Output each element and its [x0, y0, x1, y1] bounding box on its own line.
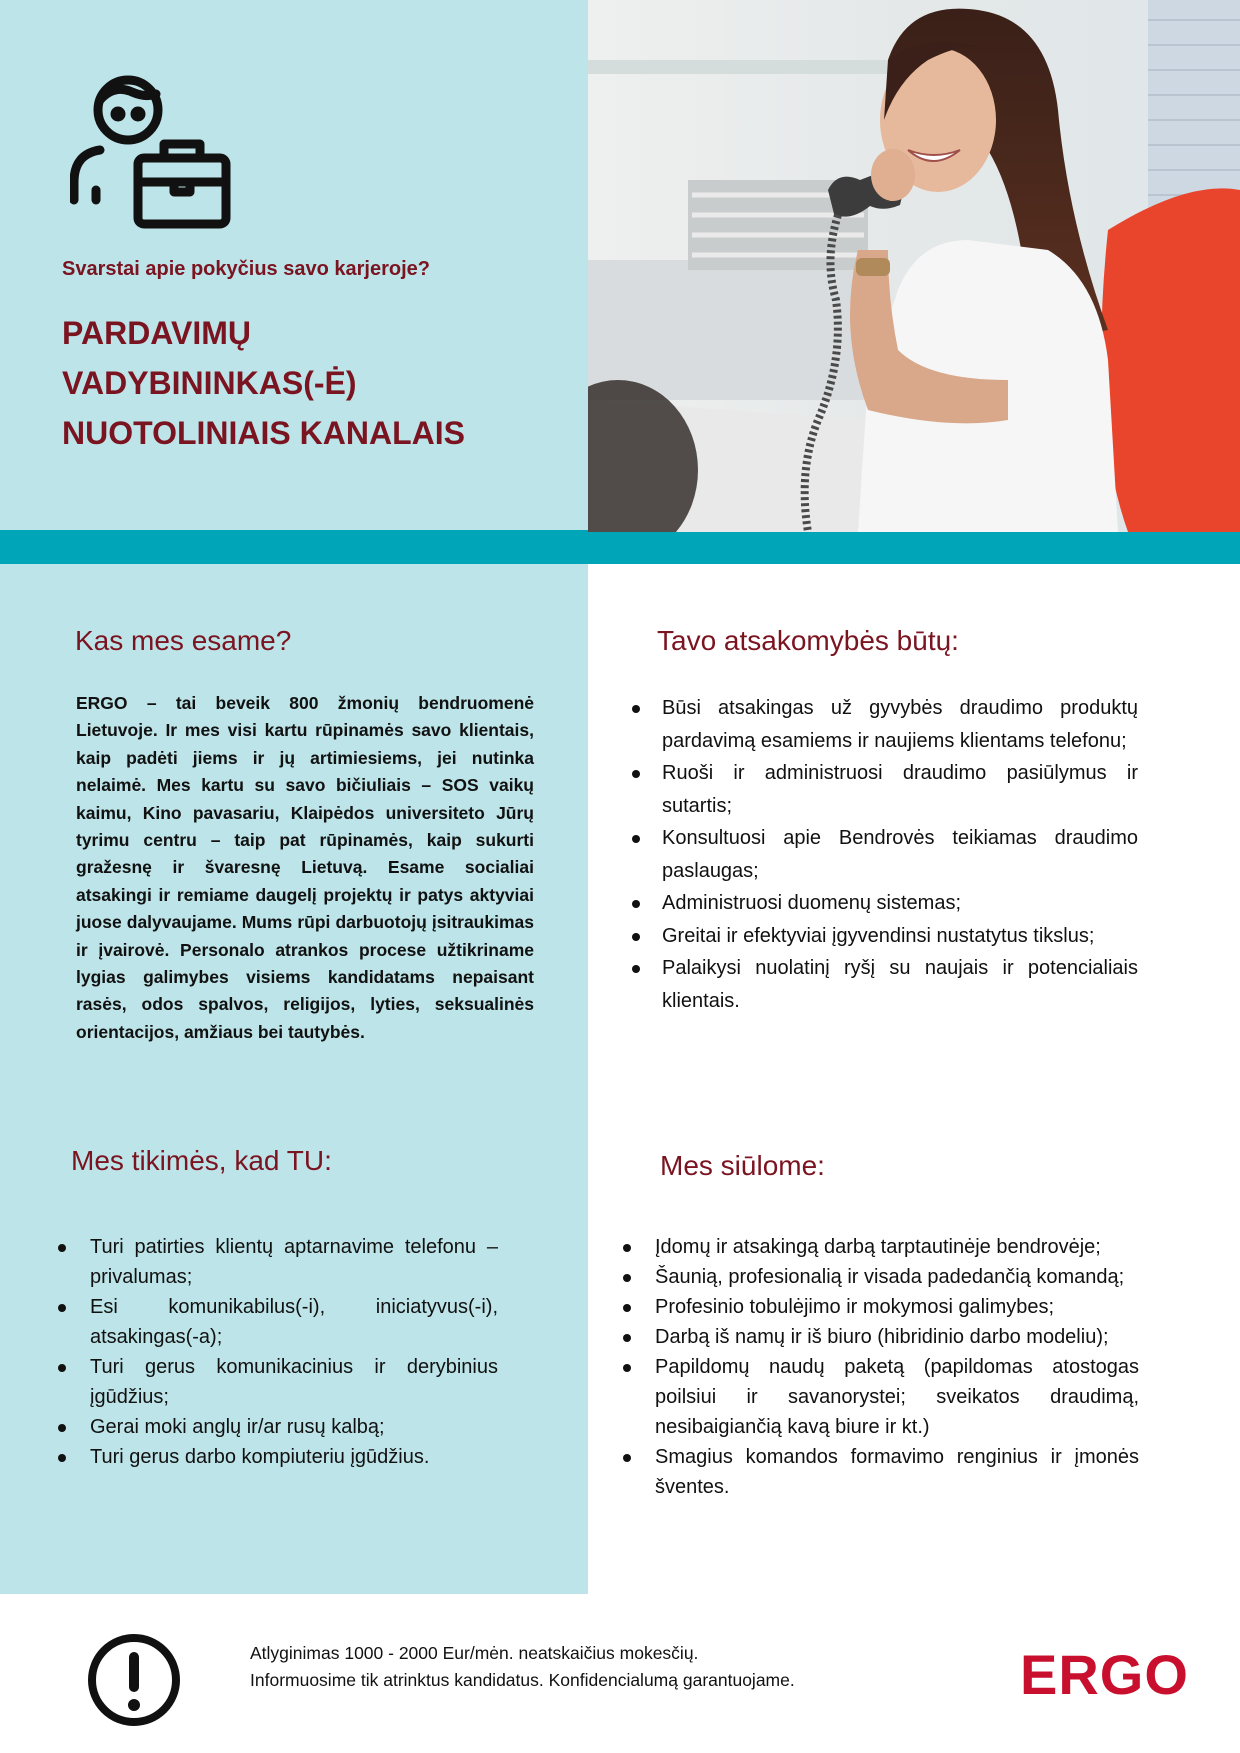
list-item: Papildomų naudų paketą (papildomas atostogas poilsiui ir savanorystei; sveikatos draudimą, nesibaigiančią kavą biure ir kt.) — [655, 1352, 1139, 1442]
list-item: Administruosi duomenų sistemas; — [662, 887, 1138, 920]
responsibilities-heading: Tavo atsakomybės būtų: — [657, 625, 959, 656]
tagline: Svarstai apie pokyčius savo karjeroje? — [62, 258, 430, 280]
list-item: Greitai ir efektyviai įgyvendinsi nustatytus tikslus; — [662, 920, 1138, 953]
list-item: Smagius komandos formavimo renginius ir įmonės šventes. — [655, 1442, 1139, 1502]
list-item: Šaunią, profesionalią ir visada padedančią komandą; — [655, 1262, 1139, 1292]
hero-photo — [588, 0, 1240, 532]
list-item: Palaikysi nuolatinį ryšį su naujais ir potencialiais klientais. — [662, 952, 1138, 1017]
job-title-line-1: PARDAVIMŲ — [62, 315, 252, 351]
accent-bar — [0, 530, 1240, 564]
list-item: Darbą iš namų ir iš biuro (hibridinio darbo modeliu); — [655, 1322, 1139, 1352]
list-item: Įdomų ir atsakingą darbą tarptautinėje bendrovėje; — [655, 1232, 1139, 1262]
list-item: Turi gerus komunikacinius ir derybinius įgūdžius; — [90, 1352, 498, 1412]
list-item: Turi patirties klientų aptarnavime telefonu – privalumas; — [90, 1232, 498, 1292]
list-item: Profesinio tobulėjimo ir mokymosi galimybes; — [655, 1292, 1139, 1322]
job-title-line-2: VADYBININKAS(-Ė) — [62, 365, 357, 401]
responsibilities-list — [662, 692, 1138, 1017]
list-item: Esi komunikabilus(-i), iniciatyvus(-i), atsakingas(-a); — [90, 1292, 498, 1352]
selection-note: Informuosime tik atrinktus kandidatus. Konfidencialumą garantuojame. — [250, 1670, 795, 1690]
expectations-list — [90, 1232, 498, 1472]
list-item: Būsi atsakingas už gyvybės draudimo produktų pardavimą esamiems ir naujiems klientams telefonu; — [662, 692, 1138, 757]
about-heading: Kas mes esame? — [75, 625, 292, 656]
list-item: Ruoši ir administruosi draudimo pasiūlymus ir sutartis; — [662, 757, 1138, 822]
footer-text — [250, 1640, 795, 1694]
job-title-line-3: NUOTOLINIAIS KANALAIS — [62, 415, 465, 451]
list-item: Turi gerus darbo kompiuteriu įgūdžius. — [90, 1442, 498, 1472]
about-text: ERGO – tai beveik 800 žmonių bendruomenė Lietuvoje. Ir mes visi kartu rūpinamės savo klientais, kaip padėti jiems ir jų artimiesiems, jei nutinka nelaimė. Mes kartu su savo bičiuliais – SOS vaikų kaimu, Kino pavasariu, Klaipėdos universiteto Jūrų tyrimu centru – taip pat rūpinamės, kaip sukurti gražesnę ir švaresnę Lietuvą. Esame socialiai atsakingi ir remiame daugelį projektų ir patys aktyviai juose dalyvaujame. Mums rūpi darbuotojų įsitraukimas ir įvairovė. Personalo atrankos procese užtikriname lygias galimybes visiems kandidatams nepaisant rasės, odos spalvos, religijos, lyties, seksualinės orientacijos, amžiaus bei tautybės. — [76, 693, 534, 1042]
list-item: Konsultuosi apie Bendrovės teikiamas draudimo paslaugas; — [662, 822, 1138, 887]
offer-heading: Mes siūlome: — [660, 1150, 825, 1181]
list-item: Gerai moki anglų ir/ar rusų kalbą; — [90, 1412, 498, 1442]
job-title — [62, 308, 542, 458]
ergo-logo: ERGO — [1020, 1643, 1189, 1706]
exclamation-circle-icon — [86, 1632, 182, 1733]
offer-list — [655, 1232, 1139, 1502]
expectations-heading: Mes tikimės, kad TU: — [71, 1145, 332, 1176]
salary-info: Atlyginimas 1000 - 2000 Eur/mėn. neatskaičius mokesčių. — [250, 1643, 699, 1663]
person-with-briefcase-icon — [70, 70, 232, 237]
